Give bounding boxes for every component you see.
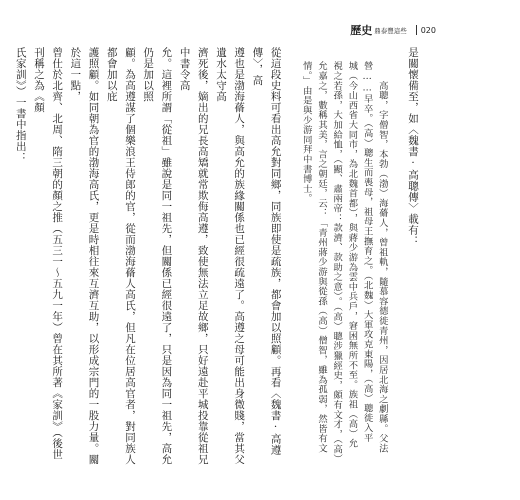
body-paragraph — [12, 47, 285, 467]
paragraph-line: 顧。為高遵謀了個樂浪王侍郎的官，從而渤海蓨人高氏，但凡在位居高官者，對同族人都會加以庇 — [105, 47, 136, 465]
paragraph-line: 允。這裡所謂「從祖」雖說是同一祖先，但關係已經很遠了，只是因為同一祖先，高允仍是加以照 — [142, 47, 173, 465]
paragraph-line: 濟死後，嫡出的兄長高矯就常欺侮高遵，致使無法立足故鄉，只好遠赴平城投靠從祖兄中書令高 — [178, 47, 209, 465]
column-gap — [390, 47, 404, 48]
column-gap — [285, 47, 299, 48]
page-number: 020 — [420, 25, 436, 35]
quote-line: 視之若孫，大加給恤，（顯、肅兩帝：款濟、款助之意）。（高）聰涉獵經史，頗有文才，（高） — [331, 61, 343, 464]
quoted-passage — [299, 47, 390, 467]
running-header — [350, 22, 436, 38]
header-divider — [416, 25, 417, 35]
quote-line: 情。」由是與少游同拜中書博士。 — [300, 61, 312, 204]
paragraph-line: 氏家訓》）一書中指出： — [14, 47, 27, 163]
header-subtitle: 鼎泰豐這些 — [374, 26, 407, 35]
paragraph-line: 護照顧。如同朝為官的渤海高氏，更是時相往來互濟互助，以形成宗門的一股力量。關於這一點， — [69, 47, 100, 465]
intro-line: 是關懷備至，如〈魏書·高聰傳〉載有： — [407, 47, 419, 247]
quote-line: 城（今山西省大同市，為北魏首都），與蔣少游為雲中兵戶，窘困無所不至。族祖（高）允 — [346, 61, 358, 449]
quote-line: 高聰，字僧智，本勃（渤）海蓨人，曾祖軌，隨慕容德徙青州，因居北海之劇縣。父法 — [376, 61, 388, 453]
header-title: 歷史 — [350, 24, 373, 37]
paragraph-line: 曾仕於北齊、北周、隋三朝的顏之推（五三一～五九一年）曾在其所著《家訓》（後世刊稱之為《顏 — [32, 47, 64, 460]
quote-line: 允嘉之，數稱其美，言之朝廷，云：「青州蔣少游與從孫（高）僧智，雖為孤弱，然皆有文 — [315, 61, 327, 453]
quote-line: 營……早卒。（高）聰生而喪母，祖母王撫育之。（北魏）大軍攻克東陽，（高）聰徙入平 — [361, 61, 373, 443]
paragraph-line: 遵也是渤海蓨人，與高允的族緣關係也已經很疏遠了。高遵之母可能出身微賤，當其父遺水太守高 — [214, 47, 246, 465]
vertical-body-text — [12, 47, 422, 467]
paragraph-line: 從這段史料可看出高允對同鄉，同族即使是疏族，都會加以照顧。再看〈魏書·高遵傳〉，高 — [251, 47, 282, 456]
